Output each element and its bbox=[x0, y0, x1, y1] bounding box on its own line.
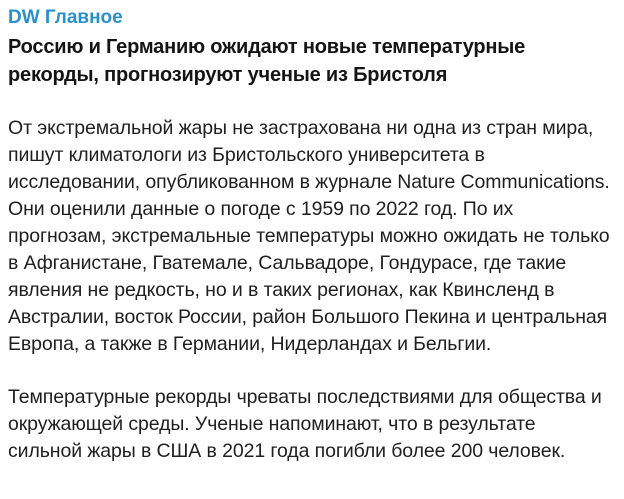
post-paragraph: Температурные рекорды чреваты последствиями для общества и окружающей среды. Ученые напоминают, что в результате сильной жары в США в 2021 года погибли более 200 человек. bbox=[8, 386, 602, 462]
post-title: Россию и Германию ожидают новые температурные рекорды, прогнозируют ученые из Бристоля bbox=[8, 36, 526, 86]
channel-name-link[interactable]: DW Главное bbox=[8, 7, 123, 28]
post-paragraph: От экстремальной жары не застрахована ни одна из стран мира, пишут климатологи из Бристольского университета в исследовании, опубликованном в журнале Nature Communications. Они оценили данные о погоде с 1959 по 2022 год. По их прогнозам, экстремальные температуры можно ожидать не только в Афганистане, Гватемале, Сальвадоре, Гондурасе, где такие явления не редкость, но и в таких регионах, как Квинсленд в Австралии, восток России, район Большого Пекина и центральная Европа, а также в Германии, Нидерландах и Бельгии. bbox=[8, 117, 610, 355]
